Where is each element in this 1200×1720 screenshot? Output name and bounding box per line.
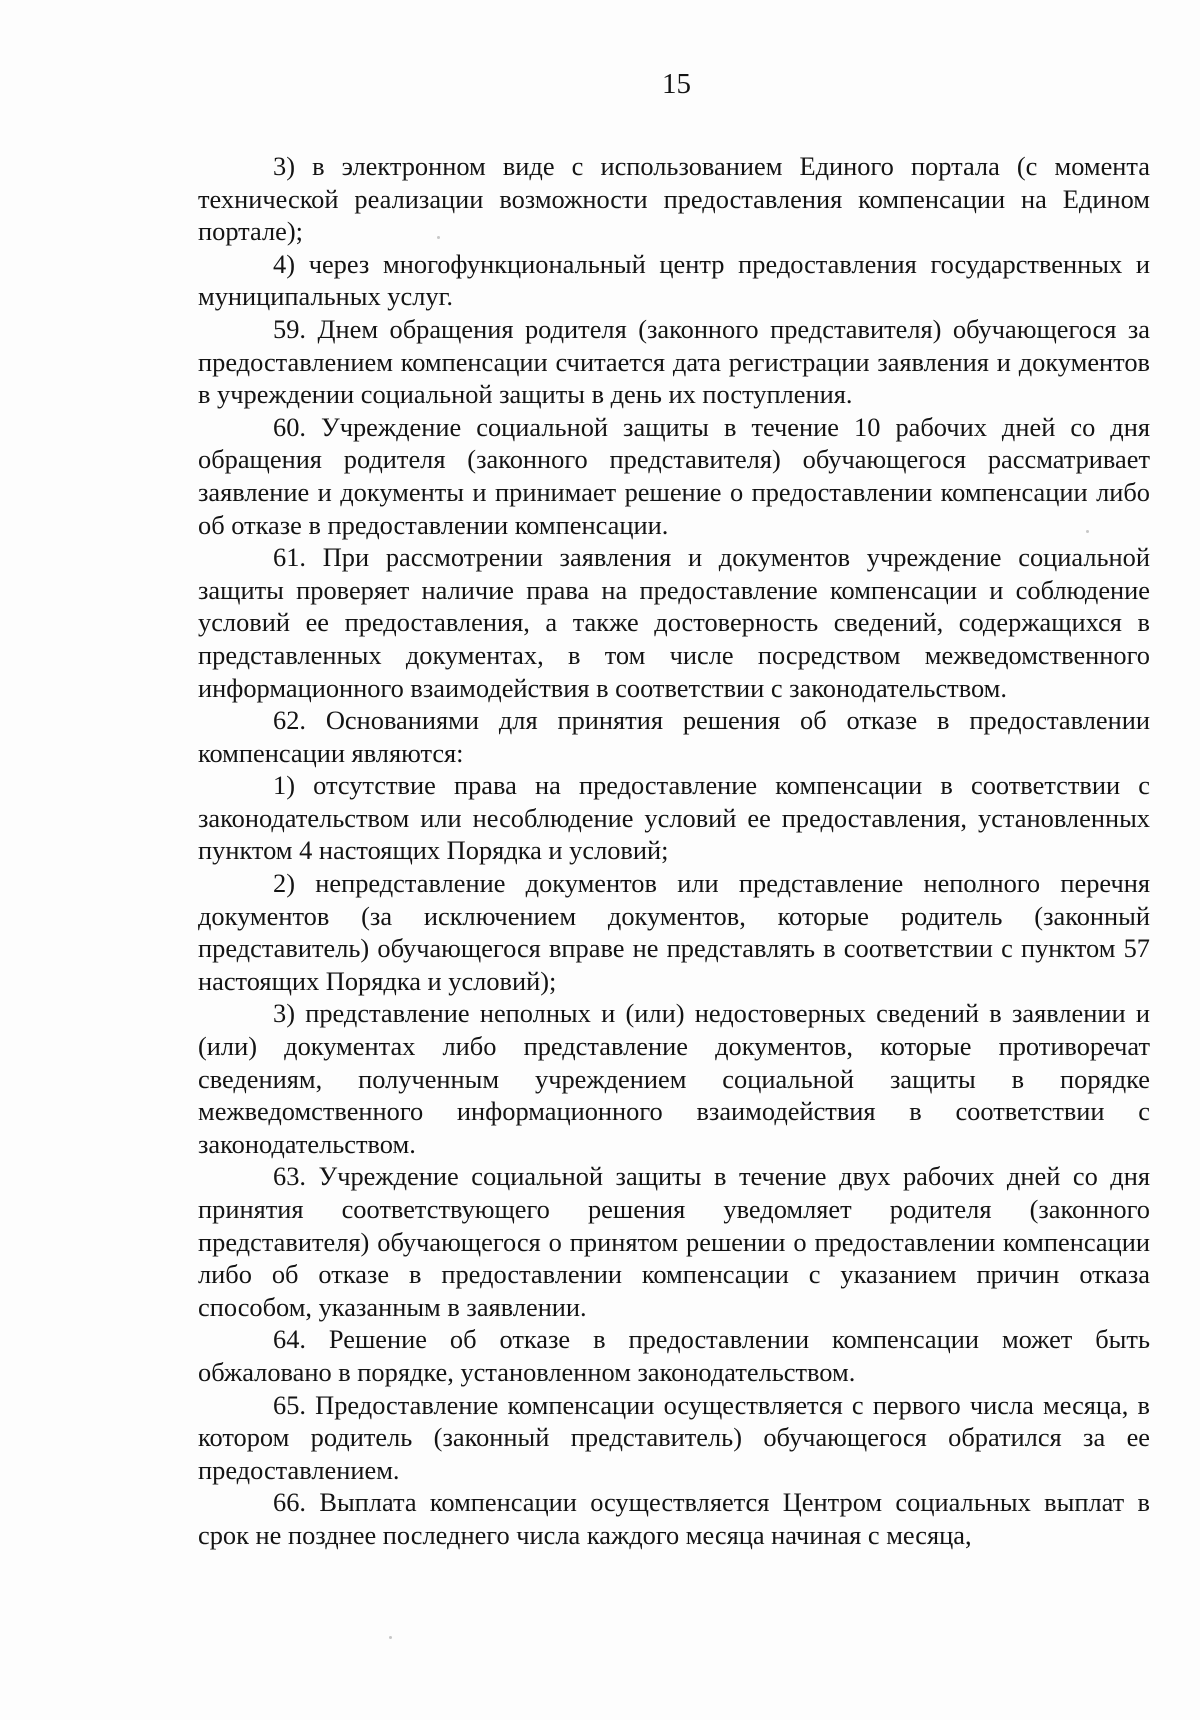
page-number: 15 (662, 68, 691, 100)
paragraph-62-item-1: 1) отсутствие права на предоставление компенсации в соответствии с законодательством или несоблюдение условий ее предоставления, установленных пунктом 4 настоящих Порядка и условий; (198, 770, 1150, 866)
paragraph-item-3-electronic: 3) в электронном виде с использованием Единого портала (с момента технической реализации возможности предоставления компенсации на Едином портале); (198, 151, 1150, 247)
paragraph-62-item-2: 2) непредставление документов или представление неполного перечня документов (за исключением документов, которые родитель (законный представитель) обучающегося вправе не представлять в соответствии с пунктом 57 настоящих Порядка и условий); (198, 868, 1150, 996)
paragraph-60: 60. Учреждение социальной защиты в течение 10 рабочих дней со дня обращения родителя (законного представителя) обучающегося рассматривает заявление и документы и принимает решение о предоставлении компенсации либо об отказе в предоставлении компенсации. (198, 411, 1150, 540)
paragraph-63: 63. Учреждение социальной защиты в течение двух рабочих дней со дня принятия соответствующего решения уведомляет родителя (законного представителя) обучающегося о принятом решении о предоставлении компенсации либо об отказе в предоставлении компенсации с указанием причин отказа способом, указанным в заявлении. (198, 1161, 1150, 1322)
paragraph-66: 66. Выплата компенсации осуществляется Центром социальных выплат в срок не позднее последнего числа каждого месяца начиная с месяца, (198, 1487, 1150, 1550)
scan-speck (437, 236, 440, 239)
paragraph-62: 62. Основаниями для принятия решения об отказе в предоставлении компенсации являются: (198, 705, 1150, 768)
paragraph-62-item-3: 3) представление неполных и (или) недостоверных сведений в заявлении и (или) документах либо представление документов, которые противоречат сведениям, полученным учреждением социальной защиты в порядке межведомственного информационного взаимодействия в соответствии с законодательством. (198, 998, 1150, 1159)
document-body (198, 150, 1150, 1552)
scan-speck (389, 1636, 392, 1639)
paragraph-item-4-mfc: 4) через многофункциональный центр предоставления государственных и муниципальных услуг. (198, 248, 1150, 312)
scan-speck (1086, 530, 1089, 533)
paragraph-59: 59. Днем обращения родителя (законного представителя) обучающегося за предоставлением компенсации считается дата регистрации заявления и документов в учреждении социальной защиты в день их поступления. (198, 313, 1150, 410)
paragraph-61: 61. При рассмотрении заявления и документов учреждение социальной защиты проверяет наличие права на предоставление компенсации и соблюдение условий ее предоставления, а также достоверность сведений, содержащихся в представленных документах, в том числе посредством межведомственного информационного взаимодействия в соответствии с законодательством. (198, 542, 1150, 703)
paragraph-64: 64. Решение об отказе в предоставлении компенсации может быть обжаловано в порядке, установленном законодательством. (198, 1324, 1150, 1387)
paragraph-65: 65. Предоставление компенсации осуществляется с первого числа месяца, в котором родитель (законный представитель) обучающегося обратился за ее предоставлением. (198, 1389, 1150, 1485)
